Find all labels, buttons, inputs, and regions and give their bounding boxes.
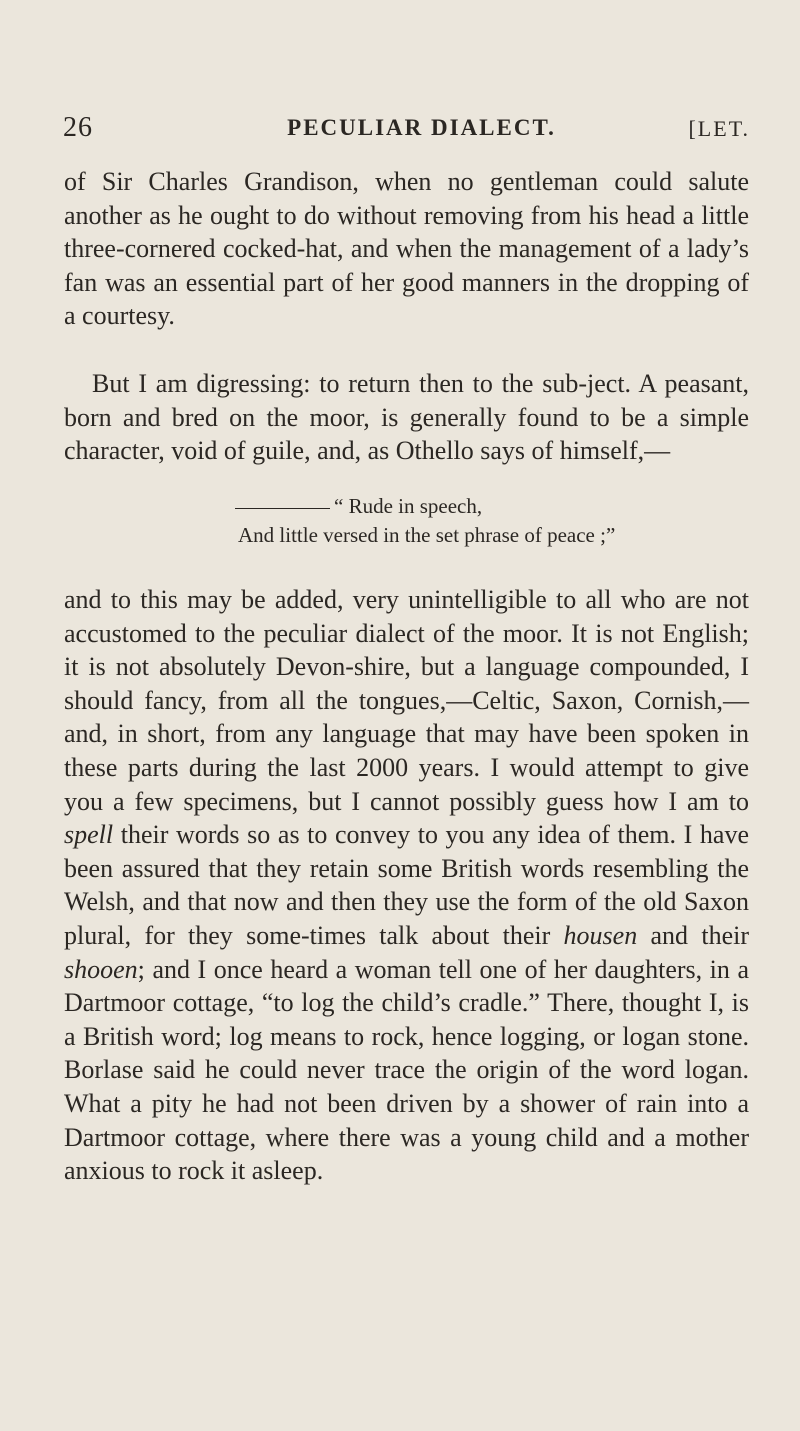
italic-word-housen: housen xyxy=(563,920,638,950)
quote-line-1-text: “ Rude in speech, xyxy=(334,494,483,518)
paragraph-3-part-d: ; and I once heard a woman tell one of her daughters, in a Dartmoor cottage, “to log the child’s cradle.” There, thought I, is a British word; log means to rock, hence logging, or logan stone. Borlase said he could never trace the origin of the word logan. What a pity he had not been driven by a shower of rain into a Dartmoor cottage, where there was a young child and a mother anxious to rock it asleep. xyxy=(64,954,749,1186)
section-marker: [LET. xyxy=(688,116,750,141)
quote-line-1 xyxy=(238,492,758,521)
quote-dash-rule xyxy=(235,508,330,509)
paragraph-3-part-b: their words so as to convey to you any idea of them. I have been assured that they retain some British words resembling the Welsh, and that now and then they use the form of the old Saxon plural, for they some-times talk about their xyxy=(64,820,749,950)
paragraph-1: of Sir Charles Grandison, when no gentleman could salute another as he ought to do without removing from his head a little three-cornered cocked-hat, and when the management of a lady’s fan was an essential part of her good manners in the dropping of a courtesy. xyxy=(64,167,749,331)
paragraph-2: But I am digressing: to return then to the sub-ject. A peasant, born and bred on the moor, is generally found to be a simple character, void of guile, and, as Othello says of himself,— xyxy=(64,369,749,466)
othello-quotation xyxy=(238,492,758,550)
running-title: PECULIAR DIALECT. xyxy=(287,115,556,140)
quote-line-2: And little versed in the set phrase of peace ;” xyxy=(238,523,616,547)
italic-word-shooen: shooen xyxy=(64,954,138,984)
italic-word-spell: spell xyxy=(64,820,114,850)
page-number: 26 xyxy=(63,112,93,143)
paragraph-3-part-a: and to this may be added, very unintelligible to all who are not accustomed to the peculiar dialect of the moor. It is not English; it is not absolutely Devon-shire, but a language compounded, I should fancy, from all the tongues,—Celtic, Saxon, Cornish,—and, in short, from any language that may have been spoken in these parts during the last 2000 years. I would attempt to give you a few specimens, but I cannot possibly guess how I am to xyxy=(64,585,749,816)
running-head xyxy=(63,112,750,152)
paragraph-3-part-c: and their xyxy=(637,920,749,950)
paragraph-3 xyxy=(64,583,749,1188)
